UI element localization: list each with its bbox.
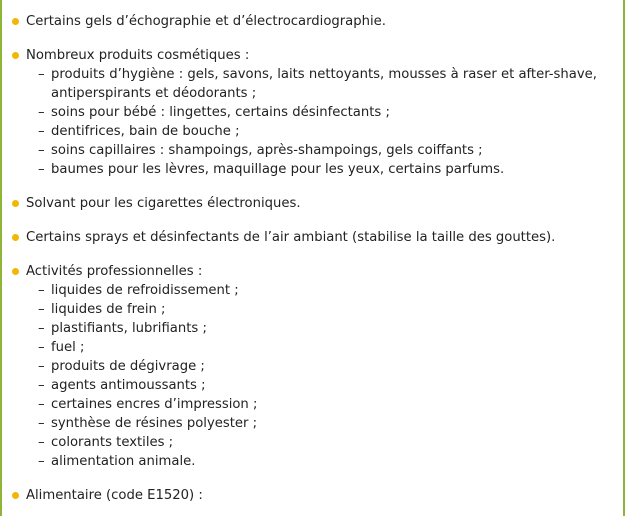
sub-item: – alimentation animale. (26, 452, 617, 471)
sub-item: – baumes pour les lèvres, maquillage pour les yeux, certains parfums. (26, 160, 617, 179)
sub-list (26, 65, 617, 179)
list-item-professional (12, 262, 617, 471)
sub-item: – agents antimoussants ; (26, 376, 617, 395)
item-text: Alimentaire (code E1520) : (26, 488, 203, 503)
item-text: Nombreux produits cosmétiques : (26, 48, 250, 63)
sub-item: – dentifrices, bain de bouche ; (26, 122, 617, 141)
sub-item: – produits d’hygiène : gels, savons, laits nettoyants, mousses à raser et after-shave, antiperspirants et déodorants ; (26, 65, 617, 103)
sub-item: – liquides de frein ; (26, 300, 617, 319)
sub-item: – fuel ; (26, 338, 617, 357)
sub-item: – colorants textiles ; (26, 433, 617, 452)
sub-item: – produits de dégivrage ; (26, 357, 617, 376)
sub-item: – plastifiants, lubrifiants ; (26, 319, 617, 338)
list-item-cosmetics (12, 46, 617, 179)
usage-list (12, 12, 617, 516)
sub-item: – soins capillaires : shampoings, après-shampoings, gels coiffants ; (26, 141, 617, 160)
list-item-food (12, 486, 617, 505)
item-text: Certains gels d’échographie et d’électrocardiographie. (26, 14, 386, 29)
sub-item: – certaines encres d’impression ; (26, 395, 617, 414)
bullet-dot-icon (12, 18, 19, 25)
bullet-dot-icon (12, 52, 19, 59)
bullet-dot-icon (12, 200, 19, 207)
list-item-gels (12, 12, 617, 31)
list-item-e-cigarettes (12, 194, 617, 213)
item-text: Activités professionnelles : (26, 264, 203, 279)
list-item-sprays (12, 228, 617, 247)
bullet-dot-icon (12, 492, 19, 499)
sub-item: – soins pour bébé : lingettes, certains désinfectants ; (26, 103, 617, 122)
sub-item: – liquides de refroidissement ; (26, 281, 617, 300)
item-text: Certains sprays et désinfectants de l’air ambiant (stabilise la taille des gouttes). (26, 230, 556, 245)
sub-item: – synthèse de résines polyester ; (26, 414, 617, 433)
item-text: Solvant pour les cigarettes électroniques. (26, 196, 301, 211)
bullet-dot-icon (12, 268, 19, 275)
bullet-dot-icon (12, 234, 19, 241)
sub-list (26, 281, 617, 471)
